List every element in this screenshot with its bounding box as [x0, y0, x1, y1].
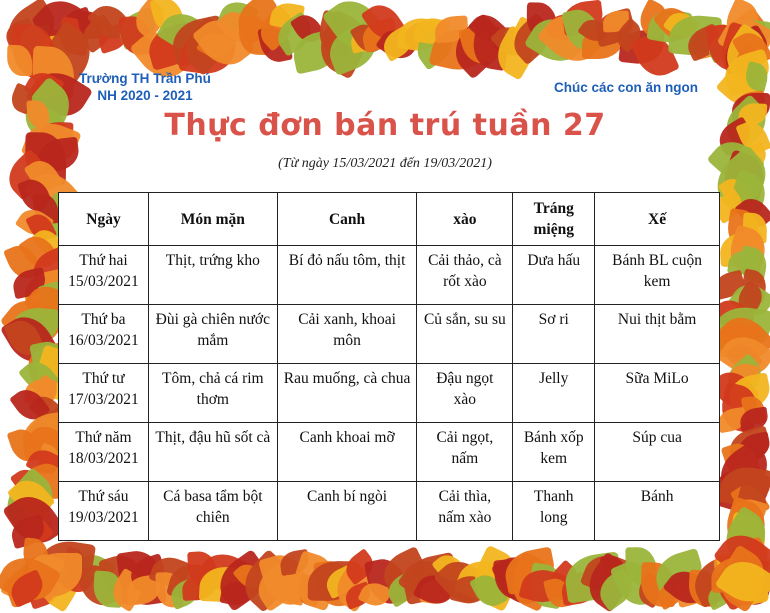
dessert-cell: Bánh xốp kem [513, 423, 595, 482]
column-header: Ngày [59, 193, 149, 246]
column-header: Tráng miệng [513, 193, 595, 246]
soup-cell: Bí đỏ nấu tôm, thịt [277, 246, 417, 305]
day-name: Thứ năm [75, 429, 132, 446]
table-row [59, 305, 720, 364]
day-name: Thứ ba [81, 311, 126, 328]
day-cell [59, 423, 149, 482]
date-range: (Từ ngày 15/03/2021 đến 19/03/2021) [278, 156, 492, 171]
stir-fry-cell: Cải thảo, cà rốt xào [417, 246, 513, 305]
table-row [59, 364, 720, 423]
day-date: 15/03/2021 [68, 273, 139, 290]
school-info [70, 70, 220, 104]
stir-fry-cell: Cải ngọt, nấm [417, 423, 513, 482]
day-date: 17/03/2021 [68, 391, 139, 408]
soup-cell: Canh khoai mỡ [277, 423, 417, 482]
main-dish-cell: Tôm, chả cá rim thơm [148, 364, 277, 423]
slogan: Chúc các con ăn ngon [553, 80, 698, 95]
column-header: Món mặn [148, 193, 277, 246]
dessert-cell: Dưa hấu [513, 246, 595, 305]
table-row [59, 423, 720, 482]
soup-cell: Cải xanh, khoai môn [277, 305, 417, 364]
table-row [59, 482, 720, 541]
school-name: Trường TH Trần Phú [79, 71, 211, 86]
day-name: Thứ hai [79, 252, 128, 269]
stir-fry-cell: Củ sắn, su su [417, 305, 513, 364]
page-title: Thực đơn bán trú tuần 27 [164, 108, 606, 143]
day-name: Thứ sáu [78, 488, 129, 505]
snack-cell: Bánh [595, 482, 720, 541]
main-dish-cell: Cá basa tẩm bột chiên [148, 482, 277, 541]
day-cell [59, 246, 149, 305]
column-header: xào [417, 193, 513, 246]
day-date: 18/03/2021 [68, 450, 139, 467]
main-dish-cell: Thịt, trứng kho [148, 246, 277, 305]
snack-cell: Súp cua [595, 423, 720, 482]
main-dish-cell: Đùi gà chiên nước mắm [148, 305, 277, 364]
snack-cell: Bánh BL cuộn kem [595, 246, 720, 305]
day-cell [59, 305, 149, 364]
day-cell [59, 482, 149, 541]
column-header: Canh [277, 193, 417, 246]
soup-cell: Rau muống, cà chua [277, 364, 417, 423]
table-header-row [59, 193, 720, 246]
day-cell [59, 364, 149, 423]
column-header: Xế [595, 193, 720, 246]
snack-cell: Sữa MiLo [595, 364, 720, 423]
soup-cell: Canh bí ngòi [277, 482, 417, 541]
menu-table [58, 192, 720, 541]
school-year: NH 2020 - 2021 [97, 88, 193, 103]
stir-fry-cell: Đậu ngọt xào [417, 364, 513, 423]
main-dish-cell: Thịt, đậu hũ sốt cà [148, 423, 277, 482]
snack-cell: Nui thịt bằm [595, 305, 720, 364]
day-date: 16/03/2021 [68, 332, 139, 349]
stir-fry-cell: Cải thìa, nấm xào [417, 482, 513, 541]
dessert-cell: Jelly [513, 364, 595, 423]
day-date: 19/03/2021 [68, 509, 139, 526]
dessert-cell: Sơ ri [513, 305, 595, 364]
dessert-cell: Thanh long [513, 482, 595, 541]
day-name: Thứ tư [82, 370, 125, 387]
table-row [59, 246, 720, 305]
